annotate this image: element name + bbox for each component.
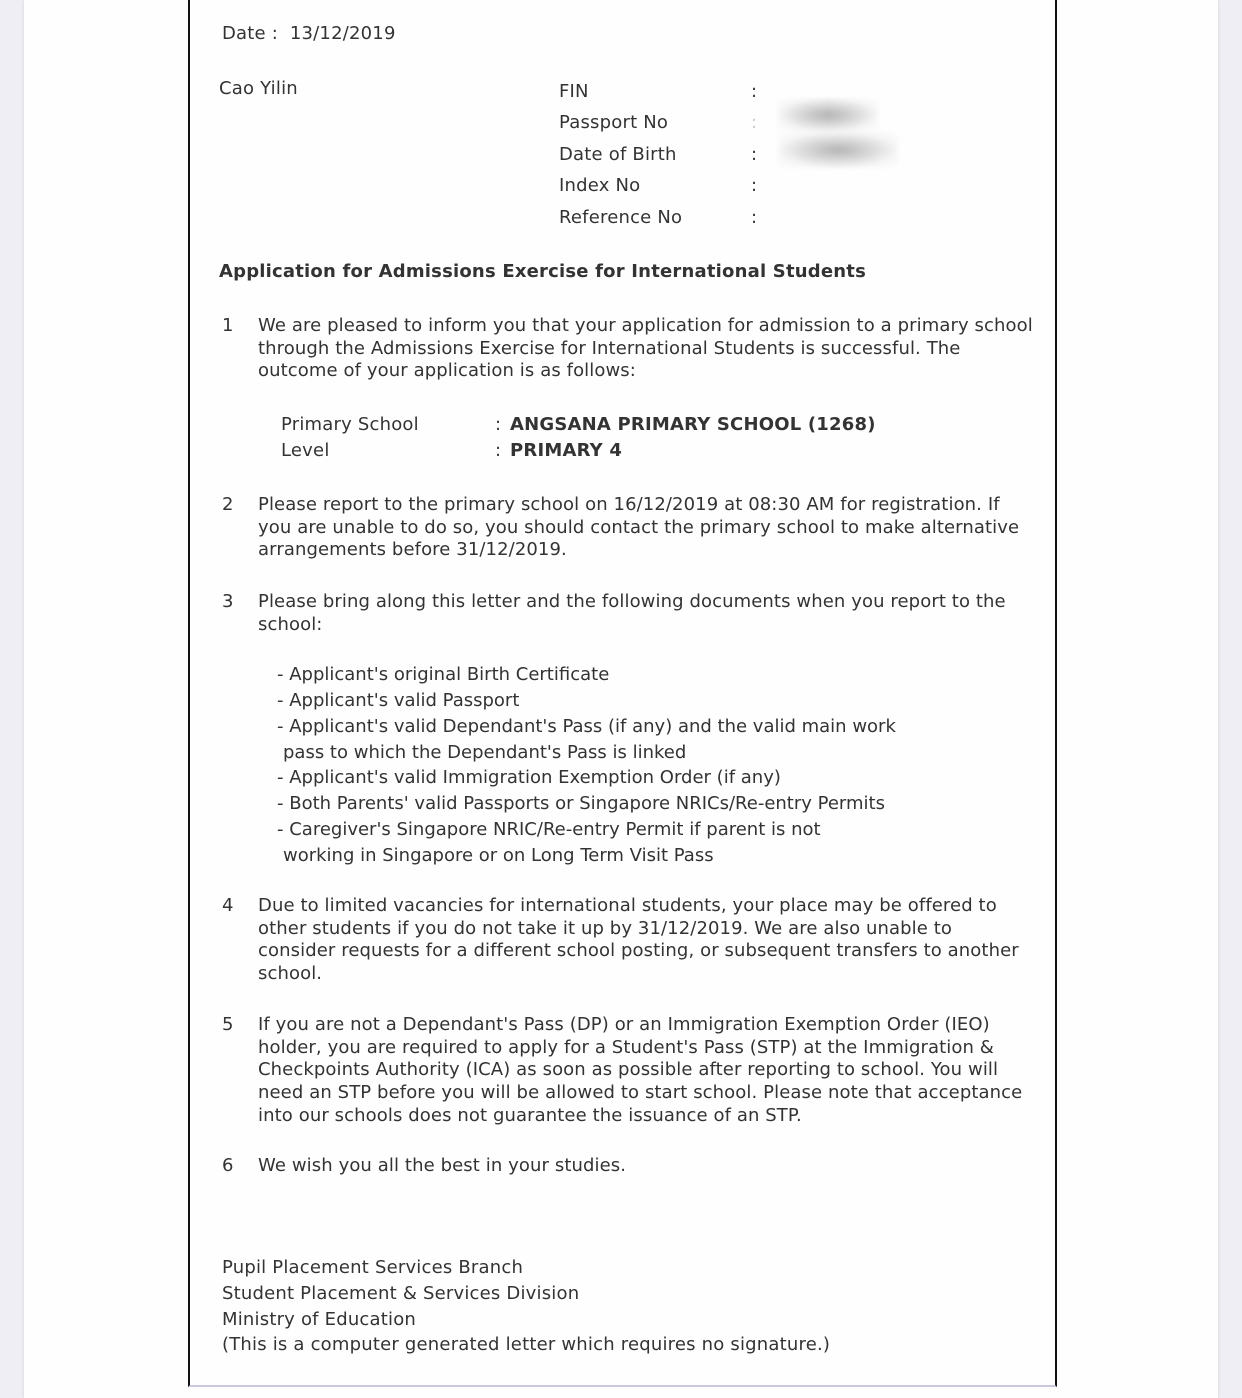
passport-colon: :	[751, 112, 758, 133]
reference-colon: :	[751, 207, 758, 228]
para-2-number: 2	[222, 494, 234, 515]
para-5-number: 5	[222, 1014, 234, 1035]
para-6-number: 6	[222, 1155, 234, 1176]
para-1-number: 1	[222, 315, 234, 336]
primary-school-value: ANGSANA PRIMARY SCHOOL (1268)	[510, 414, 876, 435]
fin-label: FIN	[559, 81, 589, 102]
para-4-text: Due to limited vacancies for international students, your place may be offered to other students if you do not take it up by 31/12/2019. We are also unable to consider requests for a different school posting, or subsequent transfers to another school.	[258, 895, 1019, 985]
para-4-number: 4	[222, 895, 234, 916]
fin-colon: :	[751, 81, 758, 102]
signature-division: Student Placement & Services Division	[222, 1283, 580, 1304]
primary-school-colon: :	[495, 414, 502, 435]
letter-date	[222, 23, 396, 44]
para-5-text: If you are not a Dependant's Pass (DP) or an Immigration Exemption Order (IEO) holder, you are required to apply for a Student's Pass (STP) at the Immigration & Checkpoints Authority (ICA) as soon as possible after reporting to school. You will need an STP before you will be allowed to start school. Please note that acceptance into our schools does not guarantee the issuance of an STP.	[258, 1014, 1023, 1126]
para-1-text: We are pleased to inform you that your application for admission to a primary school through the Admissions Exercise for International Students is successful. The outcome of your application is as follows:	[258, 315, 1033, 382]
primary-school-label: Primary School	[281, 414, 419, 435]
redacted-dob	[778, 132, 898, 168]
redacted-fin-passport	[778, 98, 878, 132]
document-list-item: - Applicant's original Birth Certificate	[277, 664, 610, 685]
signature-ministry: Ministry of Education	[222, 1309, 417, 1330]
document-list-item: - Caregiver's Singapore NRIC/Re-entry Permit if parent is not working in Singapore or on Long Term Visit Pass	[277, 819, 821, 866]
document-list-item: - Applicant's valid Dependant's Pass (if any) and the valid main work pass to which the Dependant's Pass is linked	[277, 716, 896, 763]
level-label: Level	[281, 440, 330, 461]
recipient-name: Cao Yilin	[219, 78, 298, 99]
signature-branch: Pupil Placement Services Branch	[222, 1257, 524, 1278]
document-list-item: - Applicant's valid Passport	[277, 690, 520, 711]
signature-note: (This is a computer generated letter which requires no signature.)	[222, 1334, 831, 1355]
para-3-number: 3	[222, 591, 234, 612]
index-label: Index No	[559, 175, 641, 196]
index-colon: :	[751, 175, 758, 196]
document-list-item: - Applicant's valid Immigration Exemption Order (if any)	[277, 767, 781, 788]
para-3-text: Please bring along this letter and the following documents when you report to the school:	[258, 591, 1006, 635]
date-label: Date :	[222, 23, 279, 44]
letter-heading: Application for Admissions Exercise for International Students	[219, 261, 866, 282]
date-value: 13/12/2019	[289, 23, 396, 44]
dob-label: Date of Birth	[559, 144, 677, 165]
para-2-text: Please report to the primary school on 16/12/2019 at 08:30 AM for registration. If you are unable to do so, you should contact the primary school to make alternative arrangements before 31/12/2019.	[258, 494, 1020, 561]
passport-label: Passport No	[559, 112, 669, 133]
level-colon: :	[495, 440, 502, 461]
document-list-item: - Both Parents' valid Passports or Singapore NRICs/Re-entry Permits	[277, 793, 885, 814]
dob-colon: :	[751, 144, 758, 165]
para-6-text: We wish you all the best in your studies.	[258, 1155, 627, 1176]
reference-label: Reference No	[559, 207, 683, 228]
level-value: PRIMARY 4	[510, 440, 623, 461]
